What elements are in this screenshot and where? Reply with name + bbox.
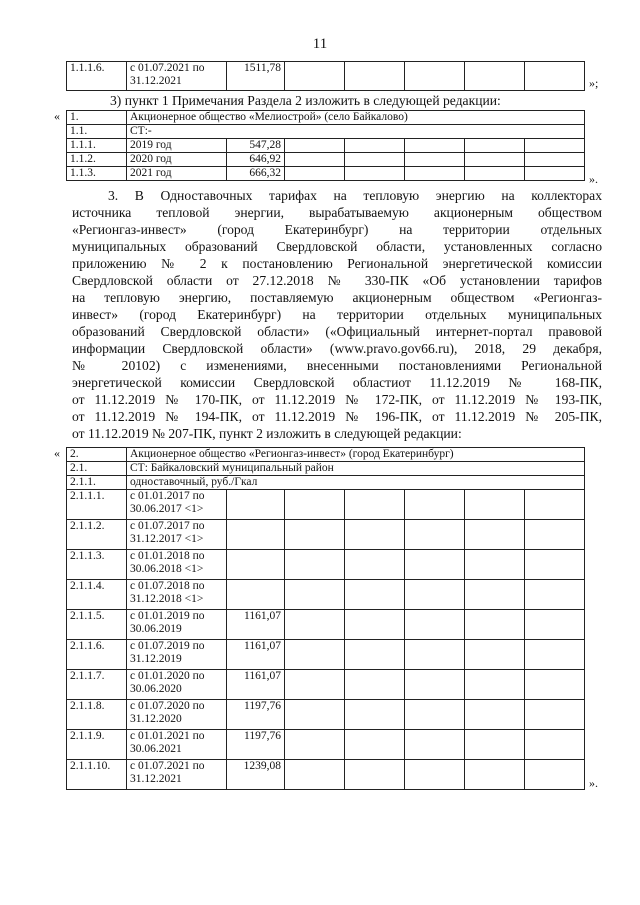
table-melio-open: « bbox=[54, 109, 60, 123]
row-value: 1511,78 bbox=[227, 62, 285, 91]
page-number: 11 bbox=[312, 36, 328, 52]
table-row: 2.1.1.4. с 01.07.2018 по 31.12.2018 <1> bbox=[67, 580, 585, 610]
table-row bbox=[67, 111, 585, 125]
section-heading: 3) пункт 1 Примечания Раздела 2 изложить в следующей редакции: bbox=[110, 93, 501, 108]
table-row bbox=[67, 62, 585, 91]
org-code: 2. bbox=[67, 448, 127, 462]
table-row: 2.1.1.9. с 01.01.2021 по 30.06.2021 1197,76 bbox=[67, 730, 585, 760]
table-row bbox=[67, 476, 585, 490]
table-region bbox=[66, 447, 585, 790]
st-code: 1.1. bbox=[67, 125, 127, 139]
table-row: 2.1.1.6. с 01.07.2019 по 31.12.2019 1161,07 bbox=[67, 640, 585, 670]
org-name: Акционерное общество «Мелиострой» (село Байкалово) bbox=[127, 111, 585, 125]
table-row bbox=[67, 125, 585, 139]
table-row: 2.1.1.10. с 01.07.2021 по 31.12.2021 1239,08 bbox=[67, 760, 585, 790]
table-row: 1.1.1. 2019 год 547,28 bbox=[67, 139, 585, 153]
st-text: СТ:- bbox=[127, 125, 585, 139]
table-row: 2.1.1.2. с 01.07.2017 по 31.12.2017 <1> bbox=[67, 520, 585, 550]
table-row: 1.1.3. 2021 год 666,32 bbox=[67, 167, 585, 181]
table-row bbox=[67, 462, 585, 476]
table-top-close: »; bbox=[589, 76, 599, 90]
st-text: СТ: Байкаловский муниципальный район bbox=[127, 462, 585, 476]
st-code: 2.1. bbox=[67, 462, 127, 476]
table-melio-close: ». bbox=[589, 172, 598, 186]
table-row: 2.1.1.3. с 01.01.2018 по 30.06.2018 <1> bbox=[67, 550, 585, 580]
table-row: 2.1.1.8. с 01.07.2020 по 31.12.2020 1197,76 bbox=[67, 700, 585, 730]
table-row: 2.1.1.1. с 01.01.2017 по 30.06.2017 <1> bbox=[67, 490, 585, 520]
table-region-close: ». bbox=[589, 776, 598, 790]
org-code: 1. bbox=[67, 111, 127, 125]
type-code: 2.1.1. bbox=[67, 476, 127, 490]
row-period: с 01.07.2021 по 31.12.2021 bbox=[127, 62, 227, 91]
row-code: 1.1.1.6. bbox=[67, 62, 127, 91]
table-region-open: « bbox=[54, 446, 60, 460]
table-row: 1.1.2. 2020 год 646,92 bbox=[67, 153, 585, 167]
type-text: одноставочный, руб./Гкал bbox=[127, 476, 585, 490]
org-name: Акционерное общество «Регионгаз-инвест» (город Екатеринбург) bbox=[127, 448, 585, 462]
table-row: 2.1.1.7. с 01.01.2020 по 30.06.2020 1161,07 bbox=[67, 670, 585, 700]
table-top bbox=[66, 61, 585, 91]
table-row: 2.1.1.5. с 01.01.2019 по 30.06.2019 1161,07 bbox=[67, 610, 585, 640]
table-melio bbox=[66, 110, 585, 181]
table-row bbox=[67, 448, 585, 462]
